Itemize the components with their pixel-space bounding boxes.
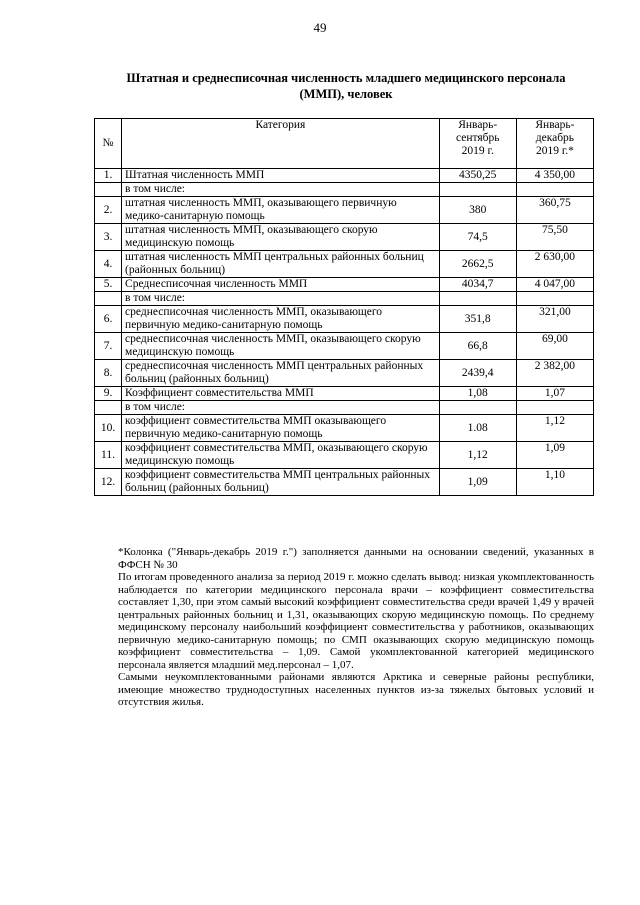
header-jan-dec [516, 119, 593, 169]
row-value-jan-dec: 75,50 [516, 224, 593, 251]
table-row [95, 442, 594, 469]
header-jan-sep-line1: Январь- [458, 119, 498, 131]
row-num: 3. [95, 224, 122, 251]
row-value-jan-sep: 4350,25 [439, 169, 516, 183]
table-row [95, 169, 594, 183]
table-title [96, 70, 596, 102]
staffing-table [94, 118, 594, 496]
row-label: среднесписочная численность ММП, оказывающего первичную медико-санитарную помощь [122, 306, 440, 333]
row-value-jan-sep [439, 183, 516, 197]
row-num: 12. [95, 469, 122, 496]
row-label: штатная численность ММП, оказывающего первичную медико-санитарную помощь [122, 197, 440, 224]
row-value-jan-sep: 4034,7 [439, 278, 516, 292]
analysis-paragraph: По итогам проведенного анализа за период 2019 г. можно сделать вывод: низкая укомплектованность наблюдается по категории медицинского персонала врачи – коэффициент совместительства составляет 1,30, при этом самый высокий коэффициент совместительства среди врачей 1,49 у врачей центральных районных больниц и 1,31, оказывающих скорую медицинскую помощь. По среднему медицинскому персоналу наибольший коэффициент совместительства у работников, оказывающих первичную медико-санитарную помощь; по СМП оказывающих скорую медицинскую помощь коэффициент совместительства – 1,09. Самой укомплектованной категорией медицинского персонала является младший мед.персонал – 1,07. [118, 571, 594, 671]
row-label: в том числе: [122, 401, 440, 415]
row-value-jan-sep [439, 292, 516, 306]
row-num: 10. [95, 415, 122, 442]
row-num [95, 292, 122, 306]
row-value-jan-sep: 380 [439, 197, 516, 224]
row-num: 5. [95, 278, 122, 292]
row-num: 1. [95, 169, 122, 183]
row-value-jan-dec: 321,00 [516, 306, 593, 333]
row-value-jan-dec: 2 382,00 [516, 360, 593, 387]
row-value-jan-sep: 66,8 [439, 333, 516, 360]
footnote: *Колонка ("Январь-декабрь 2019 г.") заполняется данными на основании сведений, указанных в ФФСН № 30 [118, 546, 594, 571]
row-label: Штатная численность ММП [122, 169, 440, 183]
header-category: Категория [122, 119, 440, 169]
row-value-jan-sep: 351,8 [439, 306, 516, 333]
row-num: 6. [95, 306, 122, 333]
header-jan-dec-line3: 2019 г.* [535, 145, 574, 157]
header-jan-dec-line1: Январь- [535, 119, 575, 131]
notes-section [118, 546, 594, 709]
table-row [95, 360, 594, 387]
row-num [95, 401, 122, 415]
table-row [95, 224, 594, 251]
row-value-jan-dec: 69,00 [516, 333, 593, 360]
row-value-jan-dec: 1,12 [516, 415, 593, 442]
row-value-jan-dec [516, 292, 593, 306]
row-label: в том числе: [122, 183, 440, 197]
row-num: 8. [95, 360, 122, 387]
title-line-2: (ММП), человек [299, 87, 393, 101]
row-num: 11. [95, 442, 122, 469]
row-value-jan-dec: 360,75 [516, 197, 593, 224]
table-row [95, 415, 594, 442]
table-row [95, 401, 594, 415]
table-row [95, 278, 594, 292]
row-value-jan-dec [516, 401, 593, 415]
page-number: 49 [313, 20, 327, 35]
table-row [95, 333, 594, 360]
row-label: среднесписочная численность ММП, оказывающего скорую медицинскую помощь [122, 333, 440, 360]
row-value-jan-dec: 1,10 [516, 469, 593, 496]
row-label: Среднесписочная численность ММП [122, 278, 440, 292]
header-jan-sep [439, 119, 516, 169]
row-value-jan-dec: 2 630,00 [516, 251, 593, 278]
table-row [95, 183, 594, 197]
row-label: коэффициент совместительства ММП центральных районных больниц (районных больниц) [122, 469, 440, 496]
row-value-jan-dec: 4 350,00 [516, 169, 593, 183]
table-row [95, 469, 594, 496]
table-row [95, 306, 594, 333]
row-value-jan-sep: 2439,4 [439, 360, 516, 387]
row-value-jan-sep: 1,09 [439, 469, 516, 496]
row-value-jan-dec: 1,07 [516, 387, 593, 401]
row-num [95, 183, 122, 197]
header-jan-sep-line2: сентябрь [455, 132, 500, 144]
row-value-jan-sep: 1,12 [439, 442, 516, 469]
row-value-jan-dec: 4 047,00 [516, 278, 593, 292]
row-label: штатная численность ММП, оказывающего скорую медицинскую помощь [122, 224, 440, 251]
row-num: 7. [95, 333, 122, 360]
row-value-jan-sep: 74,5 [439, 224, 516, 251]
title-line-1: Штатная и среднесписочная численность младшего медицинского персонала [126, 71, 566, 85]
conclusion-paragraph: Самыми неукомплектованными районами являются Арктика и северные районы республики, имеющие множество труднодоступных населенных пунктов из-за тяжелых бытовых условий и отсутствия жилья. [118, 671, 594, 708]
header-jan-dec-line2: декабрь [535, 132, 575, 144]
row-label: Коэффициент совместительства ММП [122, 387, 440, 401]
row-num: 2. [95, 197, 122, 224]
row-value-jan-sep: 1,08 [439, 387, 516, 401]
row-label: штатная численность ММП центральных районных больниц (районных больниц) [122, 251, 440, 278]
header-num: № [95, 119, 122, 169]
row-label: коэффициент совместительства ММП, оказывающего скорую медицинскую помощь [122, 442, 440, 469]
table-row [95, 387, 594, 401]
row-value-jan-dec [516, 183, 593, 197]
row-label: коэффициент совместительства ММП оказывающего первичную медико-санитарную помощь [122, 415, 440, 442]
row-label: среднесписочная численность ММП центральных районных больниц (районных больниц) [122, 360, 440, 387]
table-row [95, 197, 594, 224]
row-value-jan-sep [439, 401, 516, 415]
row-value-jan-sep: 2662,5 [439, 251, 516, 278]
header-jan-sep-line3: 2019 г. [461, 145, 494, 157]
row-num: 4. [95, 251, 122, 278]
table-row [95, 292, 594, 306]
table-row [95, 251, 594, 278]
row-value-jan-dec: 1,09 [516, 442, 593, 469]
row-value-jan-sep: 1.08 [439, 415, 516, 442]
row-num: 9. [95, 387, 122, 401]
table-header-row [95, 119, 594, 169]
row-label: в том числе: [122, 292, 440, 306]
